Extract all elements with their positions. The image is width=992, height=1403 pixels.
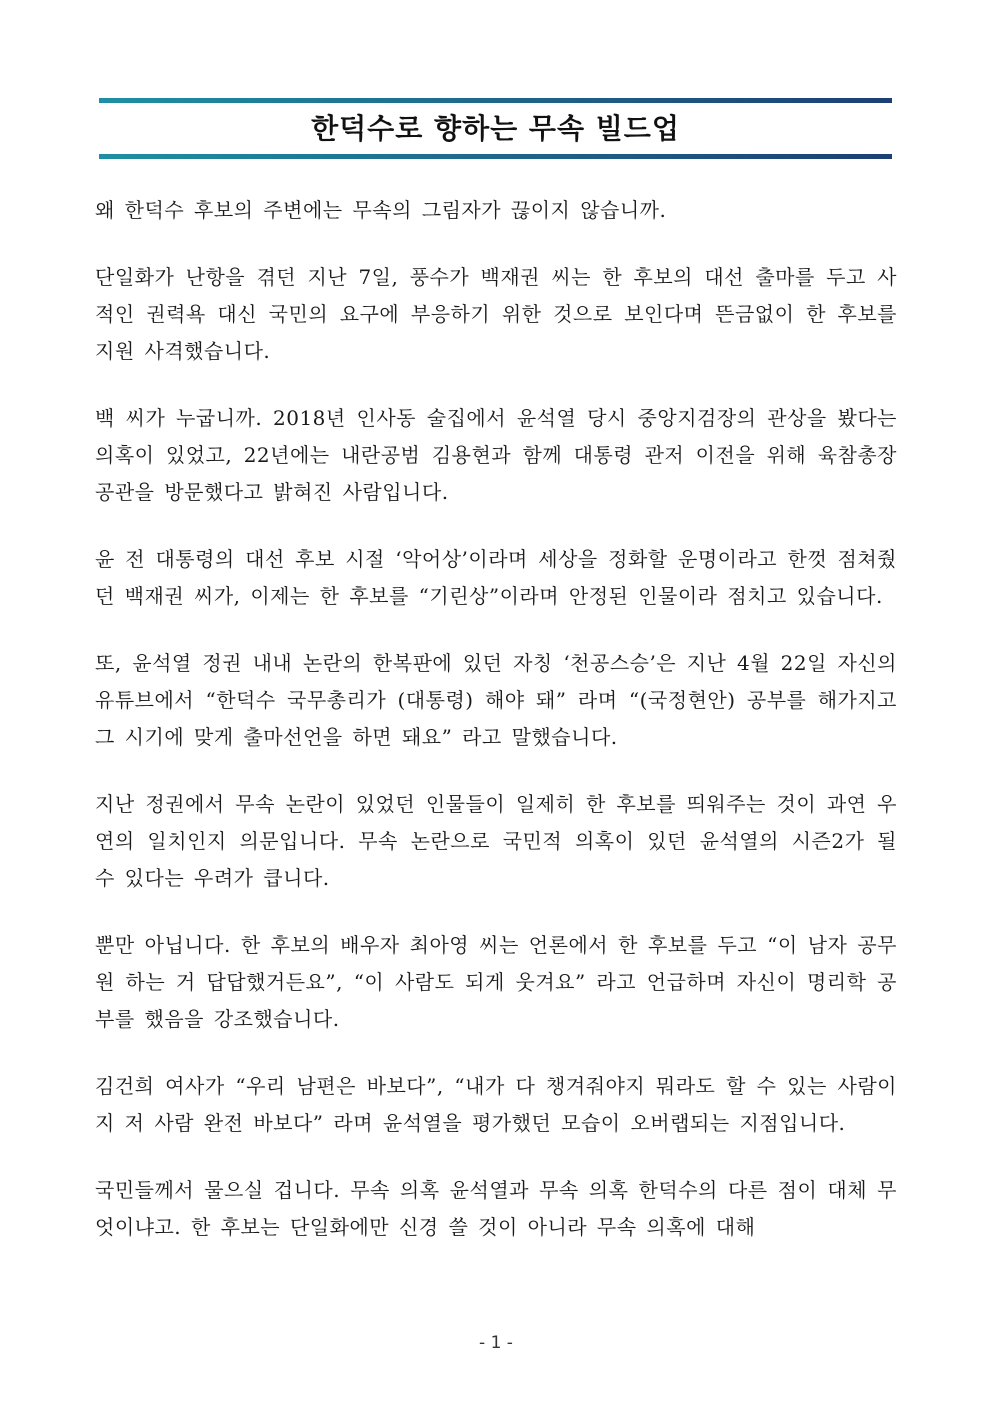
paragraph-1: 왜 한덕수 후보의 주변에는 무속의 그림자가 끊이지 않습니까. [95,198,667,222]
title-top-rule [99,98,892,103]
paragraph-3: 백 씨가 누굽니까. 2018년 인사동 술집에서 윤석열 당시 중앙지검장의 관상을 봤다는 의혹이 있었고, 22년에는 내란공범 김용현과 함께 대통령 관저 이전을 위해 육참총장 공관을 방문했다고 밝혀진 사람입니다. [95,406,897,504]
title-box [99,98,892,161]
page-number: - 1 - [479,1333,513,1353]
document-body [95,192,897,1276]
paragraph-4: 윤 전 대통령의 대선 후보 시절 ‘악어상’이라며 세상을 정화할 운명이라고 한껏 점쳐줬던 백재권 씨가, 이제는 한 후보를 “기린상”이라며 안정된 인물이라 점치고 있습니다. [95,547,897,608]
paragraph-6: 지난 정권에서 무속 논란이 있었던 인물들이 일제히 한 후보를 띄워주는 것이 과연 우연의 일치인지 의문입니다. 무속 논란으로 국민적 의혹이 있던 윤석열의 시즌2가 될 수 있다는 우려가 큽니다. [95,792,897,890]
title-bottom-rule [99,154,892,159]
paragraph-7: 뿐만 아닙니다. 한 후보의 배우자 최아영 씨는 언론에서 한 후보를 두고 “이 남자 공무원 하는 거 답답했거든요”, “이 사람도 되게 웃겨요” 라고 언급하며 자신이 명리학 공부를 했음을 강조했습니다. [95,933,897,1031]
paragraph-9: 국민들께서 물으실 겁니다. 무속 의혹 윤석열과 무속 의혹 한덕수의 다른 점이 대체 무엇이냐고. 한 후보는 단일화에만 신경 쓸 것이 아니라 무속 의혹에 대해 [95,1178,897,1239]
paragraph-5: 또, 윤석열 정권 내내 논란의 한복판에 있던 자칭 ‘천공스승’은 지난 4월 22일 자신의 유튜브에서 “한덕수 국무총리가 (대통령) 해야 돼” 라며 “(국정현안) 공부를 해가지고 그 시기에 맞게 출마선언을 하면 돼요” 라고 말했습니다. [95,651,897,749]
document-title: 한덕수로 향하는 무속 빌드업 [311,112,680,145]
paragraph-8: 김건희 여사가 “우리 남편은 바보다”, “내가 다 챙겨줘야지 뭐라도 할 수 있는 사람이지 저 사람 완전 바보다” 라며 윤석열을 평가했던 모습이 오버랩되는 지점입니다. [95,1074,897,1135]
paragraph-2: 단일화가 난항을 겪던 지난 7일, 풍수가 백재권 씨는 한 후보의 대선 출마를 두고 사적인 권력욕 대신 국민의 요구에 부응하기 위한 것으로 보인다며 뜬금없이 한 후보를 지원 사격했습니다. [95,265,897,363]
